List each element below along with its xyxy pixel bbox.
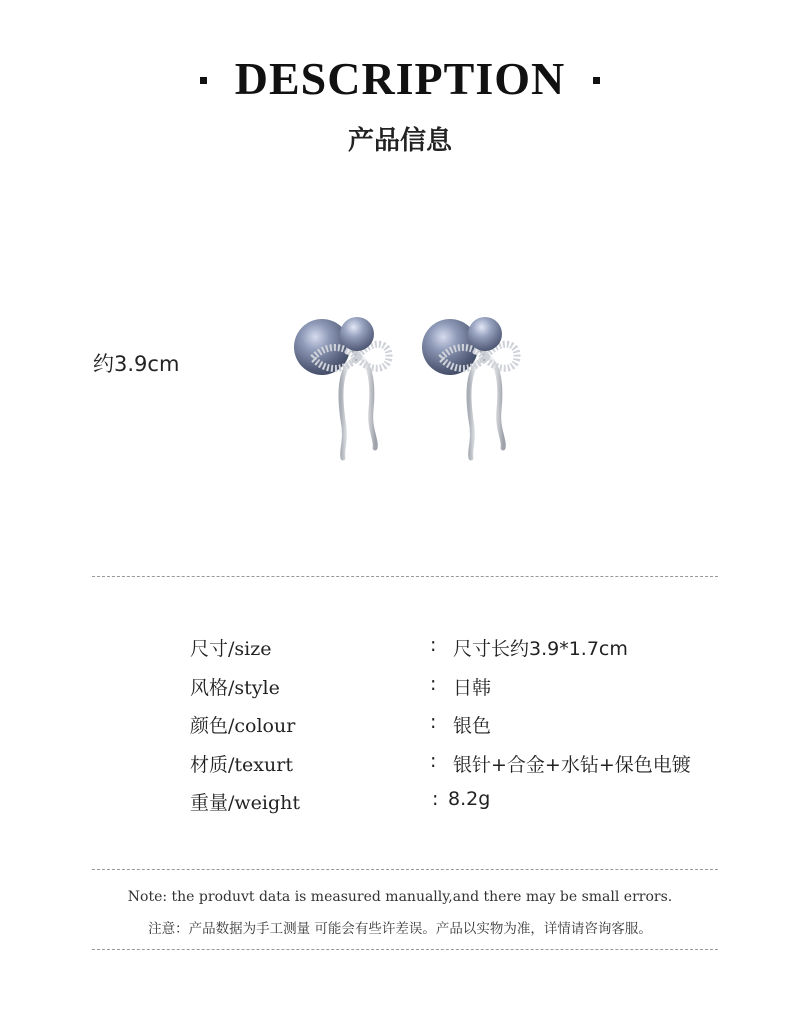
product-info-subtitle: 产品信息 [347, 126, 452, 156]
spec-value: 银针+合金+水钻+保色电镀 [453, 754, 691, 776]
spec-key: 尺寸/size [190, 638, 272, 660]
spec-key: 风格/style [190, 677, 280, 699]
spec-key: 颜色/colour [190, 715, 296, 737]
note-english: Note: the produvt data is measured manually,and there may be small errors. [127, 889, 673, 905]
earrings-product-image [285, 300, 535, 470]
spec-value: 8.2g [448, 788, 491, 810]
earring-left [294, 317, 389, 458]
spec-colon: : [432, 788, 439, 810]
spec-row-weight [0, 788, 800, 818]
spec-row-size [0, 634, 800, 664]
title-text: DESCRIPTION [234, 53, 566, 104]
divider-bottom [92, 949, 718, 950]
divider-top [92, 576, 718, 577]
spec-colon: : [430, 711, 437, 733]
spec-value: 银色 [453, 715, 492, 737]
spec-row-material [0, 750, 800, 780]
spec-colon: : [430, 750, 437, 772]
note-chinese: 注意：产品数据为手工测量 可能会有些许差误。产品以实物为准，详情请咨询客服。 [148, 921, 652, 937]
spec-row-colour [0, 711, 800, 741]
spec-value: 日韩 [453, 677, 492, 699]
title-bullet-left [200, 77, 207, 84]
earring-right [422, 317, 517, 458]
spec-key: 材质/texurt [190, 754, 293, 776]
spec-value: 尺寸长约3.9*1.7cm [453, 638, 628, 660]
description-title [0, 52, 800, 105]
spec-row-style [0, 673, 800, 703]
spec-colon: : [430, 634, 437, 656]
divider-middle [92, 869, 718, 870]
spec-key: 重量/weight [190, 792, 301, 814]
size-annotation: 约3.9cm [93, 352, 180, 376]
title-bullet-right [593, 77, 600, 84]
spec-colon: : [430, 673, 437, 695]
